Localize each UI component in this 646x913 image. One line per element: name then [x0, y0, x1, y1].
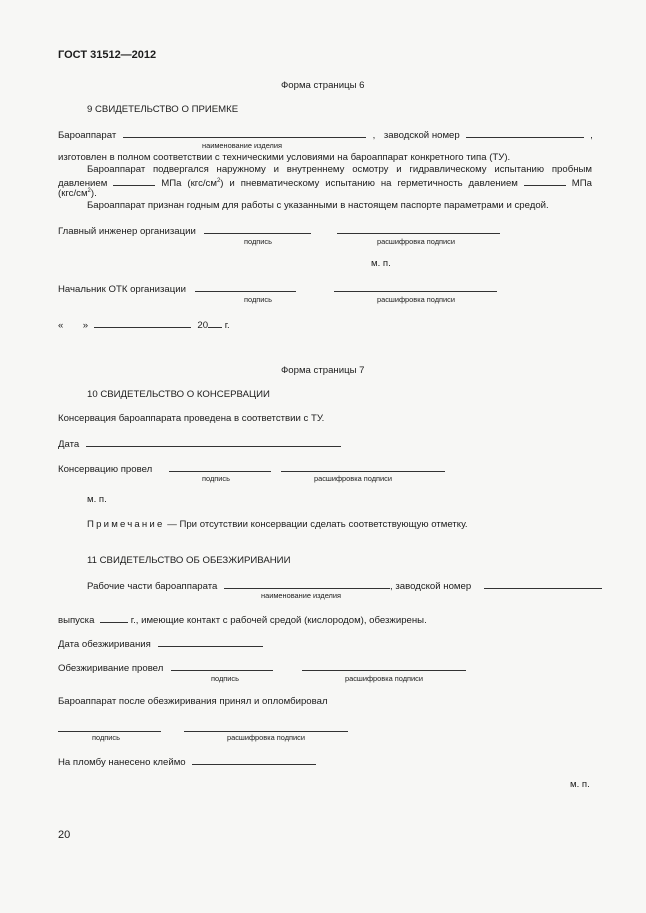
year-field[interactable]	[208, 318, 222, 328]
serial-label: , заводской номер	[390, 581, 472, 592]
manufactured-text: изготовлен в полном соответствии с техническими условиями на бароаппарат конкретного типа (ТУ).	[58, 152, 511, 163]
otk-label: Начальник ОТК организации	[58, 284, 186, 295]
conservation-decoding-field[interactable]	[281, 462, 445, 472]
section-title-conservation: 10 СВИДЕТЕЛЬСТВО О КОНСЕРВАЦИИ	[87, 389, 270, 400]
comma: ,	[372, 130, 376, 141]
unit-text: ).	[90, 188, 97, 200]
decoding-caption: расшифровка подписи	[314, 474, 392, 483]
device-line	[58, 128, 593, 141]
unit-text: (кгс/см	[58, 188, 88, 200]
year-suffix: г.	[224, 320, 230, 331]
stamp-place: м. п.	[87, 494, 107, 505]
signature-caption: подпись	[211, 674, 239, 683]
performed-label: Консервацию провел	[58, 464, 153, 475]
chief-engineer-decoding-field[interactable]	[337, 224, 500, 234]
acceptor-signature-field[interactable]	[58, 722, 161, 732]
degreasing-date-line	[58, 637, 263, 650]
decoding-caption: расшифровка подписи	[227, 733, 305, 742]
parts-label: Рабочие части бароаппарата	[87, 581, 218, 592]
seal-line	[58, 755, 316, 768]
degreasing-accepted-text: Бароаппарат после обезжиривания принял и опломбировал	[58, 696, 328, 707]
document-header: ГОСТ 31512—2012	[58, 49, 157, 61]
accepted-text: Бароаппарат признан годным для работы с указанными в настоящем паспорте параметрами и средой.	[87, 200, 549, 211]
test-text-line-2	[58, 176, 592, 189]
release-text: г., имеющие контакт с рабочей средой (кислородом), обезжирены.	[130, 615, 427, 626]
form-title-page-6: Форма страницы 6	[281, 80, 365, 91]
device-name-field[interactable]	[123, 128, 366, 138]
otk-line	[58, 282, 497, 295]
otk-signature-field[interactable]	[195, 282, 296, 292]
leak-pressure-field[interactable]	[524, 176, 566, 186]
note-label: Примечание	[87, 519, 165, 530]
seal-label: На пломбу нанесено клеймо	[58, 757, 186, 768]
signature-caption: подпись	[244, 295, 272, 304]
chief-engineer-signature-field[interactable]	[204, 224, 311, 234]
conservation-date-field[interactable]	[86, 437, 341, 447]
serial-label: заводской номер	[383, 130, 460, 141]
date-label: Дата	[58, 439, 80, 450]
comma: ,	[590, 130, 593, 141]
note-text: — При отсутствии консервации сделать соответствующую отметку.	[164, 519, 468, 530]
acceptor-decoding-field[interactable]	[184, 722, 348, 732]
test-text-line-3	[58, 188, 97, 199]
performed-label: Обезжиривание провел	[58, 663, 164, 674]
superscript: 2	[216, 177, 221, 184]
unit-text: МПа (кгс/см	[161, 178, 217, 189]
conservation-signature-field[interactable]	[169, 462, 271, 472]
page-number: 20	[58, 829, 71, 841]
decoding-caption: расшифровка подписи	[377, 237, 455, 246]
decoding-caption: расшифровка подписи	[377, 295, 455, 304]
signature-caption: подпись	[202, 474, 230, 483]
degreasing-signature-field[interactable]	[171, 661, 273, 671]
conservation-date-line	[58, 437, 341, 450]
serial-number-field[interactable]	[466, 128, 584, 138]
signature-caption: подпись	[244, 237, 272, 246]
parts-item-field[interactable]	[224, 579, 390, 589]
seal-mark-field[interactable]	[192, 755, 316, 765]
release-label: выпуска	[58, 615, 95, 626]
month-field[interactable]	[94, 318, 191, 328]
section-title-acceptance: 9 СВИДЕТЕЛЬСТВО О ПРИЕМКЕ	[87, 104, 239, 115]
test-pressure-field[interactable]	[113, 176, 155, 186]
chief-engineer-label: Главный инженер организации	[58, 226, 196, 237]
item-name-caption: наименование изделия	[261, 591, 342, 600]
otk-decoding-field[interactable]	[334, 282, 497, 292]
superscript: 2	[87, 188, 91, 194]
parts-serial-field[interactable]	[484, 579, 602, 589]
stamp-place: м. п.	[371, 258, 391, 269]
date-line	[58, 318, 230, 331]
release-year-field[interactable]	[100, 613, 128, 623]
quote-close: »	[82, 320, 89, 331]
test-pressure-label: давлением	[58, 178, 108, 189]
parts-line	[87, 579, 602, 592]
degreasing-decoding-field[interactable]	[302, 661, 466, 671]
signature-caption: подпись	[92, 733, 120, 742]
test-text-line-1: Бароаппарат подвергался наружному и внутреннему осмотру и гидравлическому испытанию пробным	[87, 164, 592, 175]
quote-open: «	[58, 320, 64, 331]
device-label: Бароаппарат	[58, 130, 117, 141]
pneumatic-test-text: ) и пневматическому испытанию на герметичность давлением	[220, 178, 518, 189]
degreasing-date-field[interactable]	[158, 637, 263, 647]
chief-engineer-line	[58, 224, 500, 237]
day-field[interactable]	[66, 319, 80, 328]
section-title-degreasing: 11 СВИДЕТЕЛЬСТВО ОБ ОБЕЗЖИРИВАНИИ	[87, 555, 291, 566]
degreasing-date-label: Дата обезжиривания	[58, 639, 151, 650]
form-title-page-7: Форма страницы 7	[281, 365, 365, 376]
release-line	[58, 613, 427, 626]
unit-text: МПа	[571, 178, 593, 189]
decoding-caption: расшифровка подписи	[345, 674, 423, 683]
stamp-place: м. п.	[570, 779, 590, 790]
year-prefix: 20	[197, 320, 209, 331]
degreasing-performer-line	[58, 661, 466, 674]
conservation-text: Консервация бароаппарата проведена в соответствии с ТУ.	[58, 413, 325, 424]
note	[87, 519, 468, 530]
device-name-caption: наименование изделия	[202, 141, 283, 150]
